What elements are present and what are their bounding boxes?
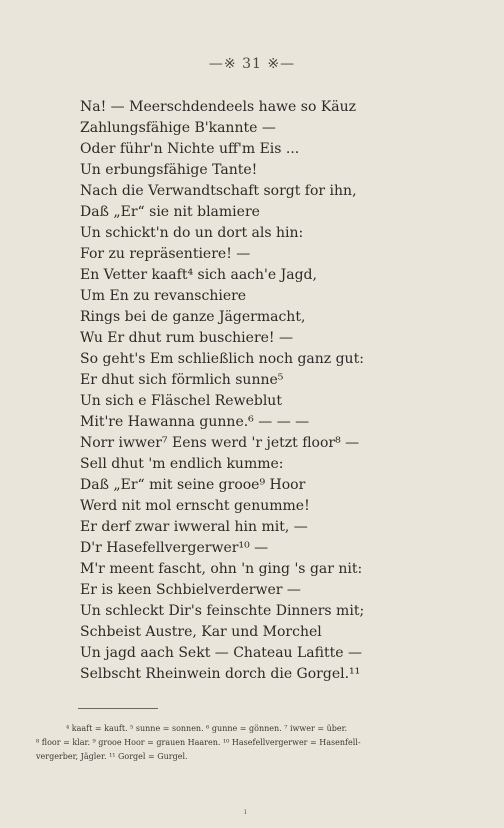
poem-line: Er is keen Schbielverderwer — xyxy=(80,582,301,598)
poem-line: So geht's Em schließlich noch ganz gut: xyxy=(80,351,364,367)
poem-line: Daß „Er“ mit seine grooe⁹ Hoor xyxy=(80,477,306,493)
poem-line: Sell dhut 'm endlich kumme: xyxy=(80,456,284,472)
poem-line: Na! — Meerschdendeels hawe so Käuz xyxy=(80,99,357,115)
poem-line: Mit're Hawanna gunne.⁶ — — — xyxy=(80,414,310,430)
poem-line: D'r Hasefellvergerwer¹⁰ — xyxy=(80,540,269,556)
poem-line: Selbscht Rheinwein dorch die Gorgel.¹¹ xyxy=(80,666,361,682)
footnote-line: ⁴ kaaft = kauft. ⁵ sunne = sonnen. ⁶ gunne = gönnen. ⁷ iwwer = über. xyxy=(66,724,348,733)
poem-line: Un jagd aach Sekt — Chateau Lafitte — xyxy=(80,645,362,661)
poem-line: Oder führ'n Nichte uff'm Eis ... xyxy=(80,141,300,157)
poem-line: Werd nit mol ernscht genumme! xyxy=(80,498,310,514)
poem-line: Schbeist Austre, Kar und Morchel xyxy=(80,624,322,640)
poem-line: Un erbungsfähige Tante! xyxy=(80,162,258,178)
poem-line: M'r meent fascht, ohn 'n ging 's gar nit: xyxy=(80,561,363,577)
poem-line: Norr iwwer⁷ Eens werd 'r jetzt floor⁸ — xyxy=(80,435,360,451)
poem-line: En Vetter kaaft⁴ sich aach'e Jagd, xyxy=(80,267,317,283)
page-number-header xyxy=(0,56,504,72)
poem-line: Zahlungsfähige B'kannte — xyxy=(80,120,276,136)
poem-line: Un schleckt Dir's feinschte Dinners mit; xyxy=(80,603,365,619)
poem-line: Um En zu revanschiere xyxy=(80,288,247,304)
poem-line: Un sich e Fläschel Reweblut xyxy=(80,393,282,409)
footnote-divider xyxy=(78,708,158,709)
poem-line: Rings bei de ganze Jägermacht, xyxy=(80,309,306,325)
poem-line: Wu Er dhut rum buschiere! — xyxy=(80,330,293,346)
poem-line: Er dhut sich förmlich sunne⁵ xyxy=(80,372,284,388)
poem-line: For zu repräsentiere! — xyxy=(80,246,251,262)
poem-line: Nach die Verwandtschaft sorgt for ihn, xyxy=(80,183,357,199)
footnote-line: ⁸ floor = klar. ⁹ grooe Hoor = grauen Haaren. ¹⁰ Hasefellvergerwer = Hasenfell- xyxy=(36,738,361,747)
poem-line: Un schickt'n do un dort als hin: xyxy=(80,225,304,241)
bottom-mark: ı xyxy=(244,807,247,816)
footnote-line: vergerber, Jägler. ¹¹ Gorgel = Gurgel. xyxy=(36,752,188,761)
poem-line: Daß „Er“ sie nit blamiere xyxy=(80,204,260,220)
poem-line: Er derf zwar iwweral hin mit, — xyxy=(80,519,308,535)
page-number: —※ 31 ※— xyxy=(208,56,296,72)
